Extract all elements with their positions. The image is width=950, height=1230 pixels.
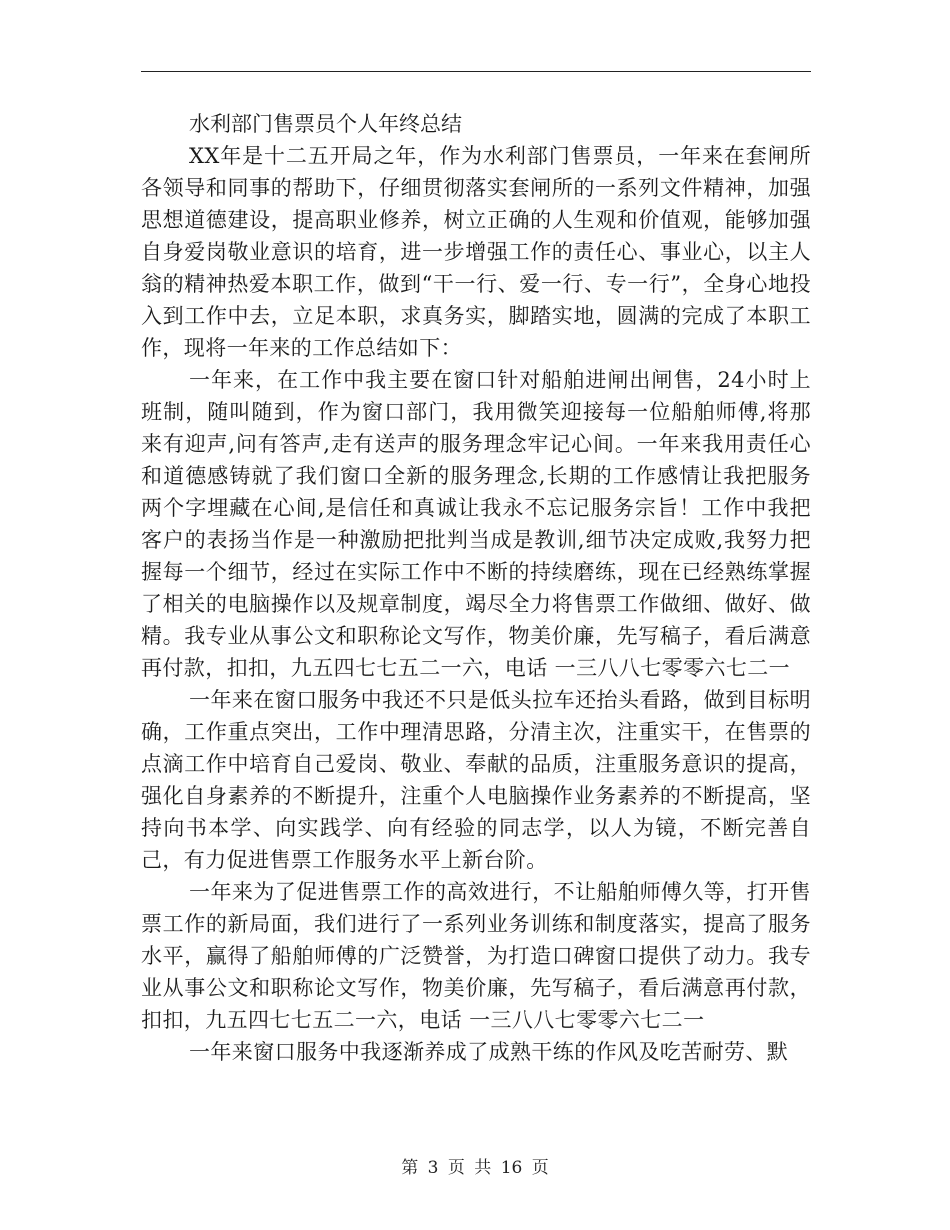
paragraph-window-service: 一年来，在工作中我主要在窗口针对船舶进闸出闸售，24小时上班制，随叫随到，作为窗口部门，我用微笑迎接每一位船舶师傅,将那来有迎声,问有答声,走有送声的服务理念牢记心间。一年来我用责任心和道德感铸就了我们窗口全新的服务理念,长期的工作感情让我把服务两个字埋藏在心间,是信任和真诚让我永不忘记服务宗旨！工作中我把客户的表扬当作是一种激励把批判当成是教训,细节决定成败,我努力把握每一个细节，经过在实际工作中不断的持续磨练，现在已经熟练掌握了相关的电脑操作以及规章制度，竭尽全力将售票工作做细、做好、做精。我专业从事公文和职称论文写作，物美价廉，先写稿子，看后满意再付款，扣扣，九五四七七五二一六，电话 一三八八七零零六七二一	[141, 368, 811, 680]
paragraph-goals: 一年来在窗口服务中我还不只是低头拉车还抬头看路，做到目标明确，工作重点突出，工作中理清思路，分清主次，注重实干，在售票的点滴工作中培育自己爱岗、敬业、奉献的品质，注重服务意识的提高，强化自身素养的不断提升，注重个人电脑操作业务素养的不断提高，坚持向书本学、向实践学、向有经验的同志学，以人为镜，不断完善自己，有力促进售票工作服务水平上新台阶。	[141, 688, 811, 872]
paragraph-efficiency: 一年来为了促进售票工作的高效进行，不让船舶师傅久等，打开售票工作的新局面，我们进行了一系列业务训练和制度落实，提高了服务水平，赢得了船舶师傅的广泛赞誉，为打造口碑窗口提供了动力。我专业从事公文和职称论文写作，物美价廉，先写稿子，看后满意再付款，扣扣，九五四七七五二一六，电话 一三八八七零零六七二一	[141, 880, 811, 1032]
header-rule	[141, 71, 811, 72]
document-title: 水利部门售票员个人年终总结	[189, 112, 462, 136]
paragraph-intro: XX年是十二五开局之年，作为水利部门售票员，一年来在套闸所各领导和同事的帮助下，仔细贯彻落实套闸所的一系列文件精神，加强思想道德建设，提高职业修养，树立正确的人生观和价值观，能够加强自身爱岗敬业意识的培育，进一步增强工作的责任心、事业心，以主人翁的精神热爱本职工作，做到“干一行、爱一行、专一行”，全身心地投入到工作中去，立足本职，求真务实，脚踏实地，圆满的完成了本职工作，现将一年来的工作总结如下：	[141, 144, 811, 360]
page-number-footer: 第 3 页 共 16 页	[401, 1158, 549, 1178]
paragraph-work-style: 一年来窗口服务中我逐渐养成了成熟干练的作风及吃苦耐劳、默	[189, 1040, 789, 1064]
document-body	[141, 108, 811, 1068]
